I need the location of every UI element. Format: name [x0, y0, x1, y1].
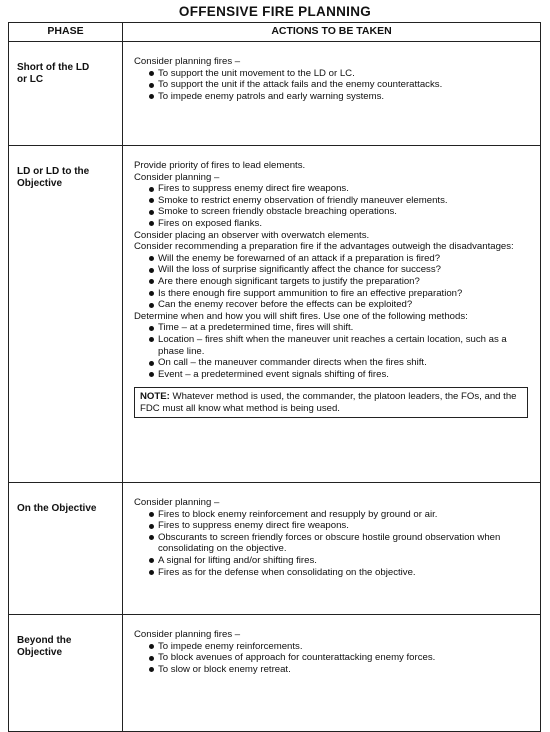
actions-cell [123, 615, 541, 732]
bullet-item: Event – a predetermined event signals shifting of fires. [149, 369, 524, 381]
note-label: NOTE: [140, 391, 170, 403]
action-text: Consider planning – [134, 171, 220, 183]
phase-label: On the Objective [17, 503, 97, 514]
note-box [134, 387, 528, 418]
bullet-item: Obscurants to screen friendly forces or obscure hostile ground observation when consolidating on the objective. [149, 532, 527, 555]
fire-planning-table [8, 22, 541, 732]
table-header-row [9, 23, 541, 42]
bullet-item: To impede enemy reinforcements. [149, 641, 534, 653]
bullet-item: Are there enough significant targets to justify the preparation? [149, 276, 534, 288]
action-text: Determine when and how you will shift fires. Use one of the following methods: [134, 310, 468, 322]
phase-cell [9, 615, 123, 732]
action-text: Consider recommending a preparation fire if the advantages outweigh the disadvantages: [134, 241, 514, 253]
bullet-item: Smoke to screen friendly obstacle breaching operations. [149, 206, 534, 218]
bullet-item: Will the enemy be forewarned of an attack if a preparation is fired? [149, 253, 534, 265]
actions-cell [123, 146, 541, 483]
bullet-list [134, 509, 527, 579]
bullet-item: Will the loss of surprise significantly affect the chance for success? [149, 264, 534, 276]
phase-label: LD or LD to the Objective [17, 166, 90, 189]
bullet-item: Fires to block enemy reinforcement and resupply by ground or air. [149, 509, 527, 521]
bullet-item: On call – the maneuver commander directs when the fires shift. [149, 357, 524, 369]
table-row [9, 615, 541, 732]
actions-cell [123, 42, 541, 146]
bullet-item: Can the enemy recover before the effects can be exploited? [149, 299, 534, 311]
action-text: Consider placing an observer with overwatch elements. [134, 229, 370, 241]
bullet-list [134, 322, 524, 380]
bullet-item: Fires on exposed flanks. [149, 218, 534, 230]
bullet-item: To support the unit if the attack fails and the enemy counterattacks. [149, 79, 534, 91]
phase-cell [9, 42, 123, 146]
action-text: Consider planning – [134, 497, 220, 508]
bullet-item: To block avenues of approach for counterattacking enemy forces. [149, 652, 534, 664]
bullet-list [134, 68, 534, 103]
phase-cell [9, 146, 123, 483]
table-row [9, 483, 541, 615]
note-text: Whatever method is used, the commander, the platoon leaders, the FOs, and the FDC must all know what method is being used. [140, 391, 517, 414]
bullet-item: Location – fires shift when the maneuver unit reaches a certain location, such as a phase line. [149, 334, 524, 357]
bullet-item: Fires to suppress enemy direct fire weapons. [149, 520, 527, 532]
bullet-item: To support the unit movement to the LD or LC. [149, 68, 534, 80]
action-text: Consider planning fires – [134, 629, 241, 640]
table-row [9, 42, 541, 146]
bullet-item: To impede enemy patrols and early warning systems. [149, 91, 534, 103]
bullet-item: Time – at a predetermined time, fires will shift. [149, 322, 524, 334]
phase-label: Short of the LD or LC [17, 62, 90, 85]
phase-label: Beyond the Objective [17, 635, 72, 658]
page-title: OFFENSIVE FIRE PLANNING [178, 4, 372, 19]
bullet-item: To slow or block enemy retreat. [149, 664, 534, 676]
table-row [9, 146, 541, 483]
bullet-item: Fires to suppress enemy direct fire weapons. [149, 183, 534, 195]
bullet-list [134, 641, 534, 676]
bullet-item: A signal for lifting and/or shifting fires. [149, 555, 527, 567]
bullet-list [134, 253, 534, 311]
phase-cell [9, 483, 123, 615]
column-header-phase: PHASE [9, 23, 123, 42]
actions-cell [123, 483, 541, 615]
bullet-item: Smoke to restrict enemy observation of friendly maneuver elements. [149, 195, 534, 207]
action-text: Provide priority of fires to lead elements. [134, 160, 306, 171]
bullet-list [134, 183, 534, 229]
bullet-item: Fires as for the defense when consolidating on the objective. [149, 567, 527, 579]
action-text: Consider planning fires – [134, 56, 241, 67]
bullet-item: Is there enough fire support ammunition to fire an effective preparation? [149, 288, 534, 300]
column-header-actions: ACTIONS TO BE TAKEN [123, 23, 541, 42]
